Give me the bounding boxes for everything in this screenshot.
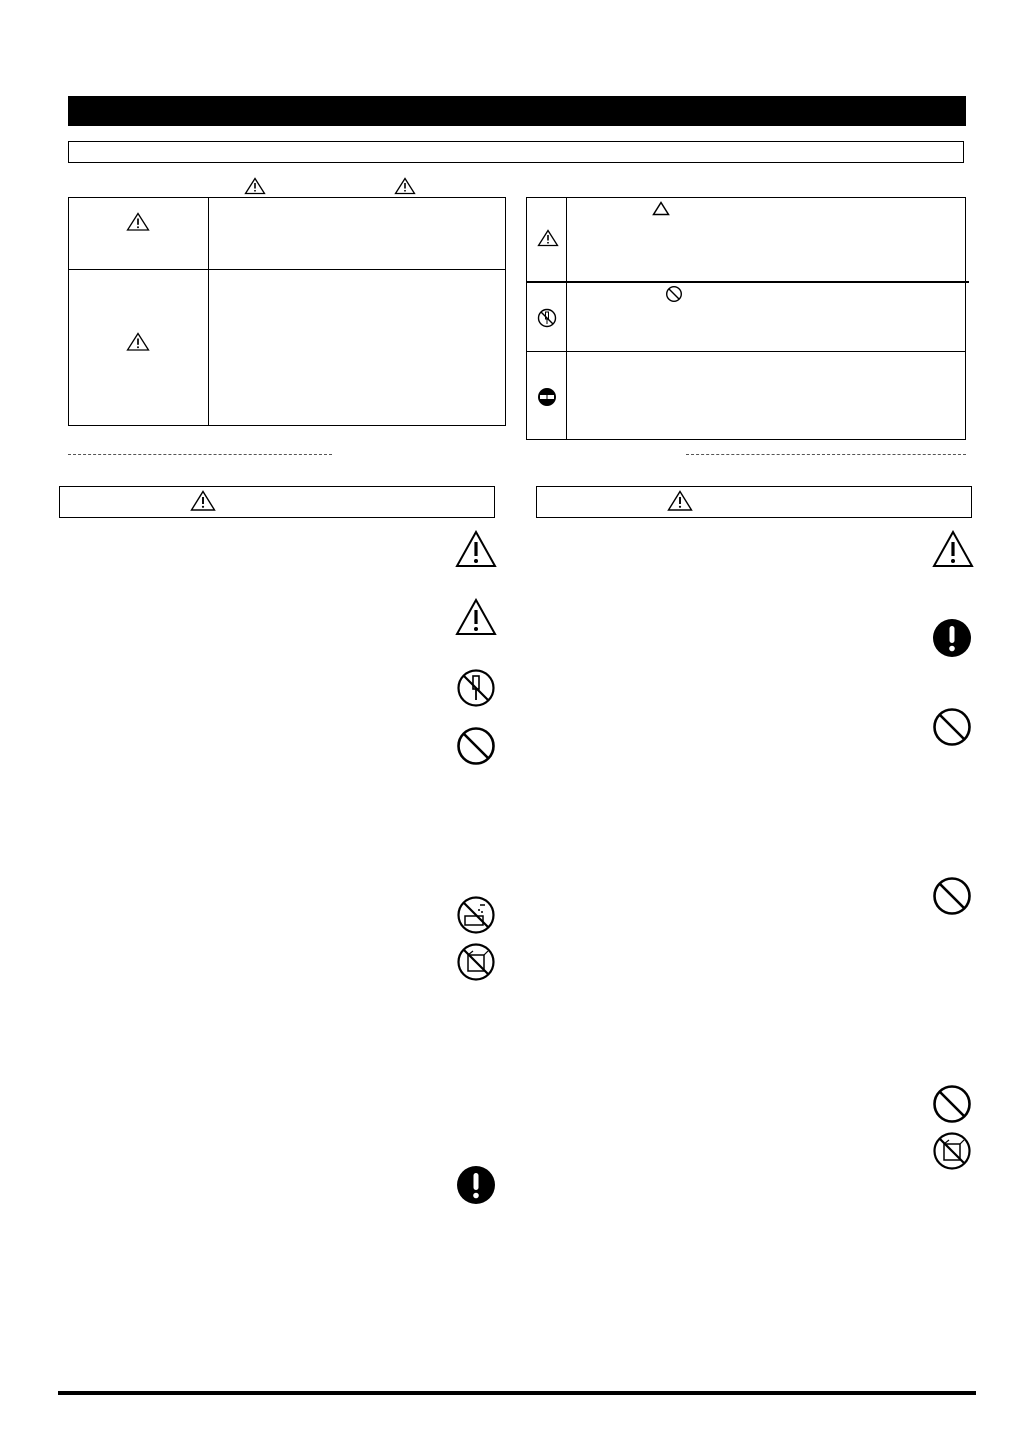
caution-triangle-icon [394, 177, 416, 195]
warning-triangle-icon [455, 598, 497, 636]
prohibited-disassembly-icon [537, 308, 557, 328]
unplug-icon [537, 387, 557, 407]
warning-triangle-icon [190, 490, 216, 512]
prohibited-disassembly-icon [456, 668, 496, 708]
mandatory-icon [456, 1165, 496, 1205]
definitions-table [68, 197, 506, 426]
warning-triangle-icon [244, 177, 266, 195]
prohibited-icon [932, 876, 972, 916]
caution-triangle-icon [126, 332, 150, 352]
prohibited-icon [932, 707, 972, 747]
symbols-table [526, 197, 966, 440]
warning-triangle-icon [126, 212, 150, 232]
warning-triangle-icon [932, 530, 974, 568]
left-section-heading [59, 486, 495, 518]
mandatory-icon [932, 618, 972, 658]
prohibited-icon [456, 726, 496, 766]
warning-triangle-icon [537, 229, 559, 247]
dashed-divider [686, 454, 966, 455]
right-section-heading [536, 486, 972, 518]
subtitle-box [68, 141, 964, 163]
caution-triangle-icon [667, 490, 693, 512]
prohibited-water-icon [456, 895, 496, 935]
prohibited-icon [932, 1084, 972, 1124]
dashed-divider [68, 454, 332, 455]
triangle-outline-icon [652, 201, 670, 216]
prohibited-small-icon [665, 285, 683, 303]
warning-triangle-icon [455, 530, 497, 568]
prohibited-child-icon [932, 1131, 972, 1171]
footer-rule [58, 1391, 976, 1395]
definition-row-warning [69, 198, 505, 270]
page-title-bar [68, 96, 966, 126]
prohibited-child-icon [456, 942, 496, 982]
